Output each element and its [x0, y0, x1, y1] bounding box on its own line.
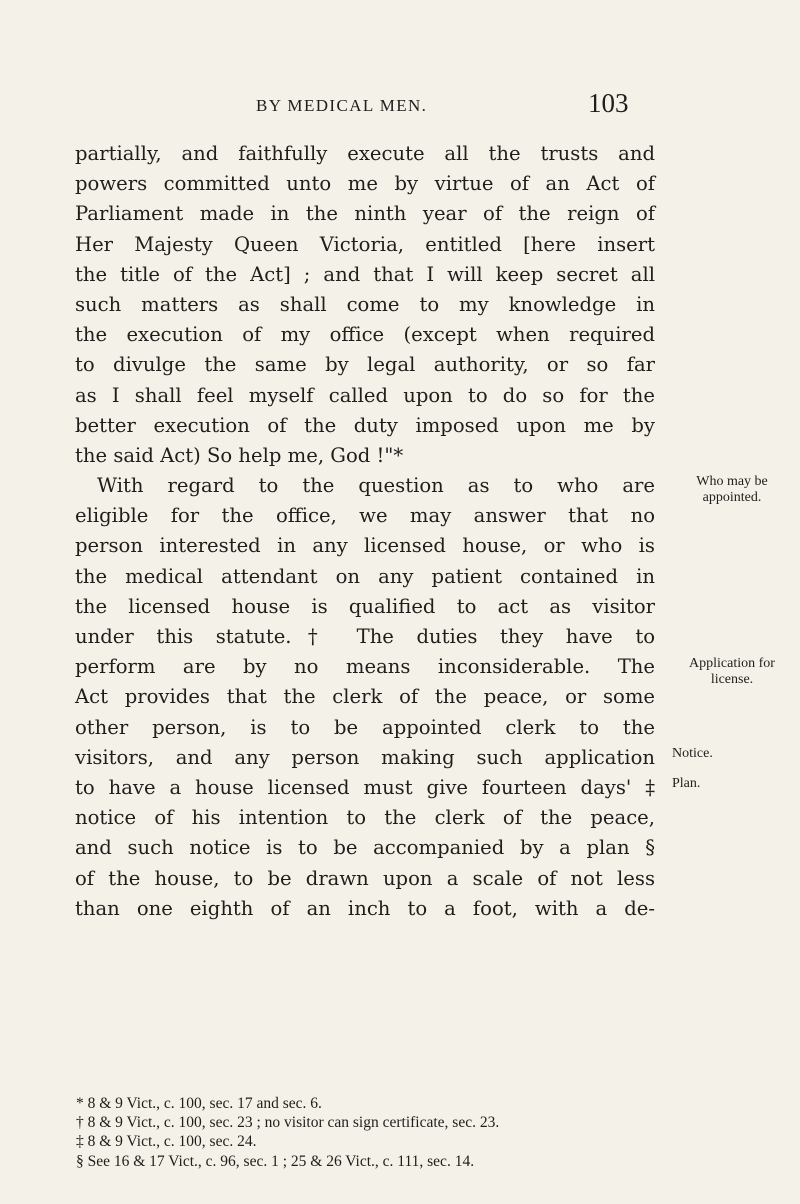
- footnote: * 8 & 9 Vict., c. 100, sec. 17 and sec. 6.: [76, 1095, 322, 1112]
- body-line: the title of the Act] ; and that I will keep secret all: [75, 262, 655, 286]
- footnote: † 8 & 9 Vict., c. 100, sec. 23 ; no visitor can sign certificate, sec. 23.: [76, 1114, 500, 1132]
- body-line: powers committed unto me by virtue of an Act of: [75, 172, 655, 196]
- body-line: other person, is to be appointed clerk to the: [75, 715, 655, 739]
- body-line: the medical attendant on any patient contained in: [75, 564, 655, 588]
- footnote: § See 16 & 17 Vict., c. 96, sec. 1 ; 25 & 26 Vict., c. 111, sec. 14.: [76, 1152, 475, 1170]
- page-number: 103: [588, 88, 629, 118]
- body-line: With regard to the question as to who are: [97, 474, 655, 498]
- body-line: perform are by no means inconsiderable. The: [75, 655, 655, 679]
- body-line: such matters as shall come to my knowledge in: [75, 292, 655, 316]
- footnote: ‡ 8 & 9 Vict., c. 100, sec. 24.: [76, 1133, 257, 1151]
- body-line: the execution of my office (except when required: [75, 323, 655, 347]
- margin-note-notice: Notice.: [672, 746, 713, 761]
- body-line: to have a house licensed must give fourteen days' ‡: [75, 775, 655, 799]
- page-header: [0, 88, 800, 128]
- body-line: the said Act) So help me, God !"*: [75, 443, 404, 467]
- body-line: eligible for the office, we may answer that no: [75, 504, 655, 528]
- footnotes: [76, 1094, 636, 1171]
- body-line: notice of his intention to the clerk of the peace,: [75, 806, 655, 830]
- body-line: under this statute.† The duties they have to: [75, 625, 655, 648]
- body-line: better execution of the duty imposed upon me by: [75, 413, 655, 437]
- body-line: Parliament made in the ninth year of the reign of: [75, 202, 655, 226]
- margin-note-who-may-be-appointed: Who may be appointed.: [696, 474, 768, 505]
- body-line: than one eighth of an inch to a foot, with a de-: [75, 896, 655, 920]
- body-line: person interested in any licensed house, or who is: [75, 534, 655, 558]
- body-text: [75, 139, 655, 924]
- body-line: Her Majesty Queen Victoria, entitled [here insert: [75, 232, 655, 256]
- body-line: to divulge the same by legal authority, or so far: [75, 353, 655, 377]
- running-head: BY MEDICAL MEN.: [256, 96, 428, 115]
- body-line: the licensed house is qualified to act as visitor: [75, 594, 655, 618]
- body-line: as I shall feel myself called upon to do so for the: [75, 383, 655, 407]
- margin-note-plan: Plan.: [672, 776, 701, 791]
- body-line: and such notice is to be accompanied by a plan §: [75, 836, 655, 860]
- body-line: partially, and faithfully execute all the trusts and: [75, 142, 655, 165]
- body-line: visitors, and any person making such application: [75, 745, 655, 769]
- margin-note-application-for-license: Application for license.: [689, 656, 775, 687]
- body-line: of the house, to be drawn upon a scale of not less: [75, 866, 655, 890]
- body-line: Act provides that the clerk of the peace, or some: [75, 685, 655, 709]
